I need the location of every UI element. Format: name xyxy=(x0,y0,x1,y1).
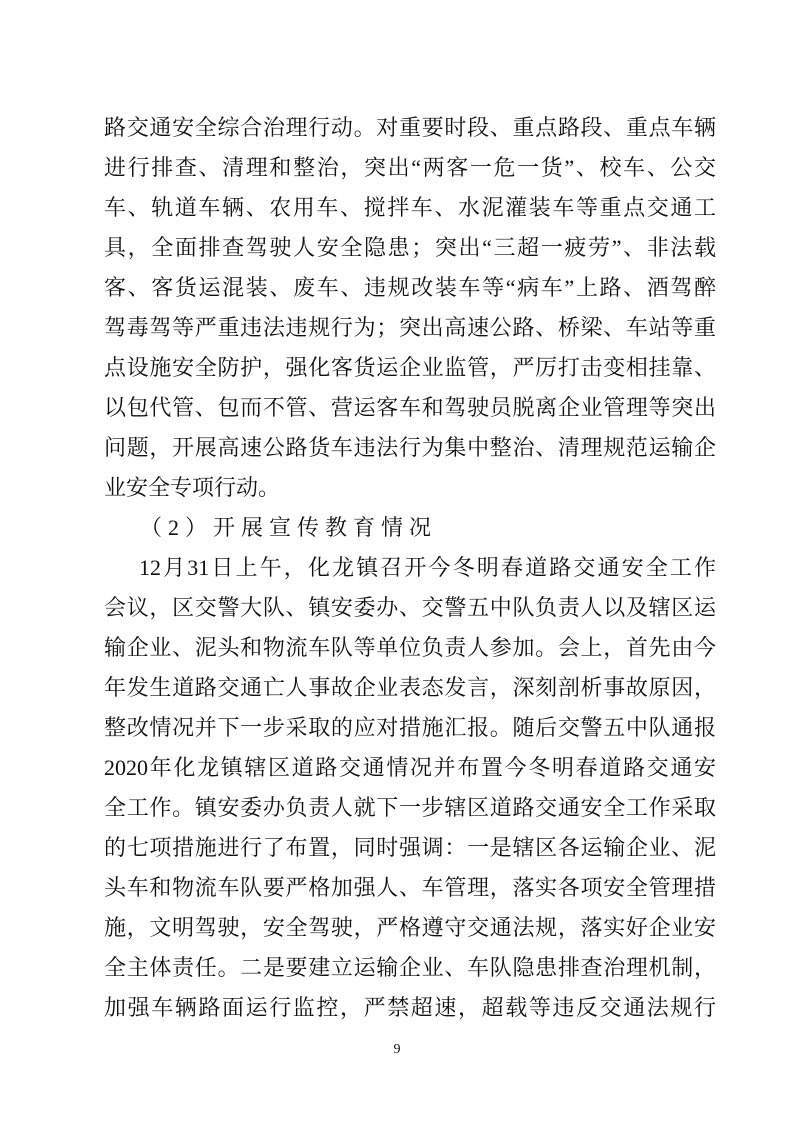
text-line: 客、客货运混装、废车、违规改装车等“病车”上路、酒驾醉 xyxy=(104,275,716,300)
text-line: 会议，区交警大队、镇安委办、交警五中队负责人以及辖区运 xyxy=(104,595,716,620)
text-line: 以包代管、包而不管、营运客车和驾驶员脱离企业管理等突出 xyxy=(104,395,716,420)
text-line: 输企业、泥头和物流车队等单位负责人参加。会上，首先由今 xyxy=(104,635,716,660)
text-line: 年发生道路交通亡人事故企业表态发言，深刻剖析事故原因， xyxy=(104,675,716,700)
text-line: 施，文明驾驶，安全驾驶，严格遵守交通法规，落实好企业安 xyxy=(104,915,716,940)
text-line: 全工作。镇安委办负责人就下一步辖区道路交通安全工作采取 xyxy=(104,795,716,820)
text-line: 全主体责任。二是要建立运输企业、车队隐患排查治理机制， xyxy=(104,955,716,980)
text-line: 路交通安全综合治理行动。对重要时段、重点路段、重点车辆 xyxy=(104,115,716,140)
document-body xyxy=(104,108,716,1028)
text-line: 加强车辆路面运行监控，严禁超速，超载等违反交通法规行 xyxy=(104,995,716,1020)
section-heading: （2）开展宣传教育情况 xyxy=(140,515,438,540)
page-number: 9 xyxy=(393,1042,401,1057)
text-line: 驾毒驾等严重违法违规行为；突出高速公路、桥梁、车站等重 xyxy=(104,315,716,340)
text-line: 整改情况并下一步采取的应对措施汇报。随后交警五中队通报 xyxy=(104,715,716,740)
paragraph-1 xyxy=(104,108,716,508)
text-line: 2020年化龙镇辖区道路交通情况并布置今冬明春道路交通安 xyxy=(104,755,716,780)
text-line: 头车和物流车队要严格加强人、车管理，落实各项安全管理措 xyxy=(104,875,716,900)
text-line: 业安全专项行动。 xyxy=(104,475,281,500)
text-line: 的七项措施进行了布置，同时强调：一是辖区各运输企业、泥 xyxy=(104,835,716,860)
text-line: 12月31日上午，化龙镇召开今冬明春道路交通安全工作 xyxy=(139,555,716,580)
text-line: 进行排查、清理和整治，突出“两客一危一货”、校车、公交 xyxy=(104,155,716,180)
text-line: 具，全面排查驾驶人安全隐患；突出“三超一疲劳”、非法载 xyxy=(104,235,716,260)
text-line: 车、轨道车辆、农用车、搅拌车、水泥灌装车等重点交通工 xyxy=(104,195,716,220)
text-line: 问题，开展高速公路货车违法行为集中整治、清理规范运输企 xyxy=(104,435,716,460)
text-line: 点设施安全防护，强化客货运企业监管，严厉打击变相挂靠、 xyxy=(104,355,716,380)
paragraph-2 xyxy=(104,548,716,1028)
